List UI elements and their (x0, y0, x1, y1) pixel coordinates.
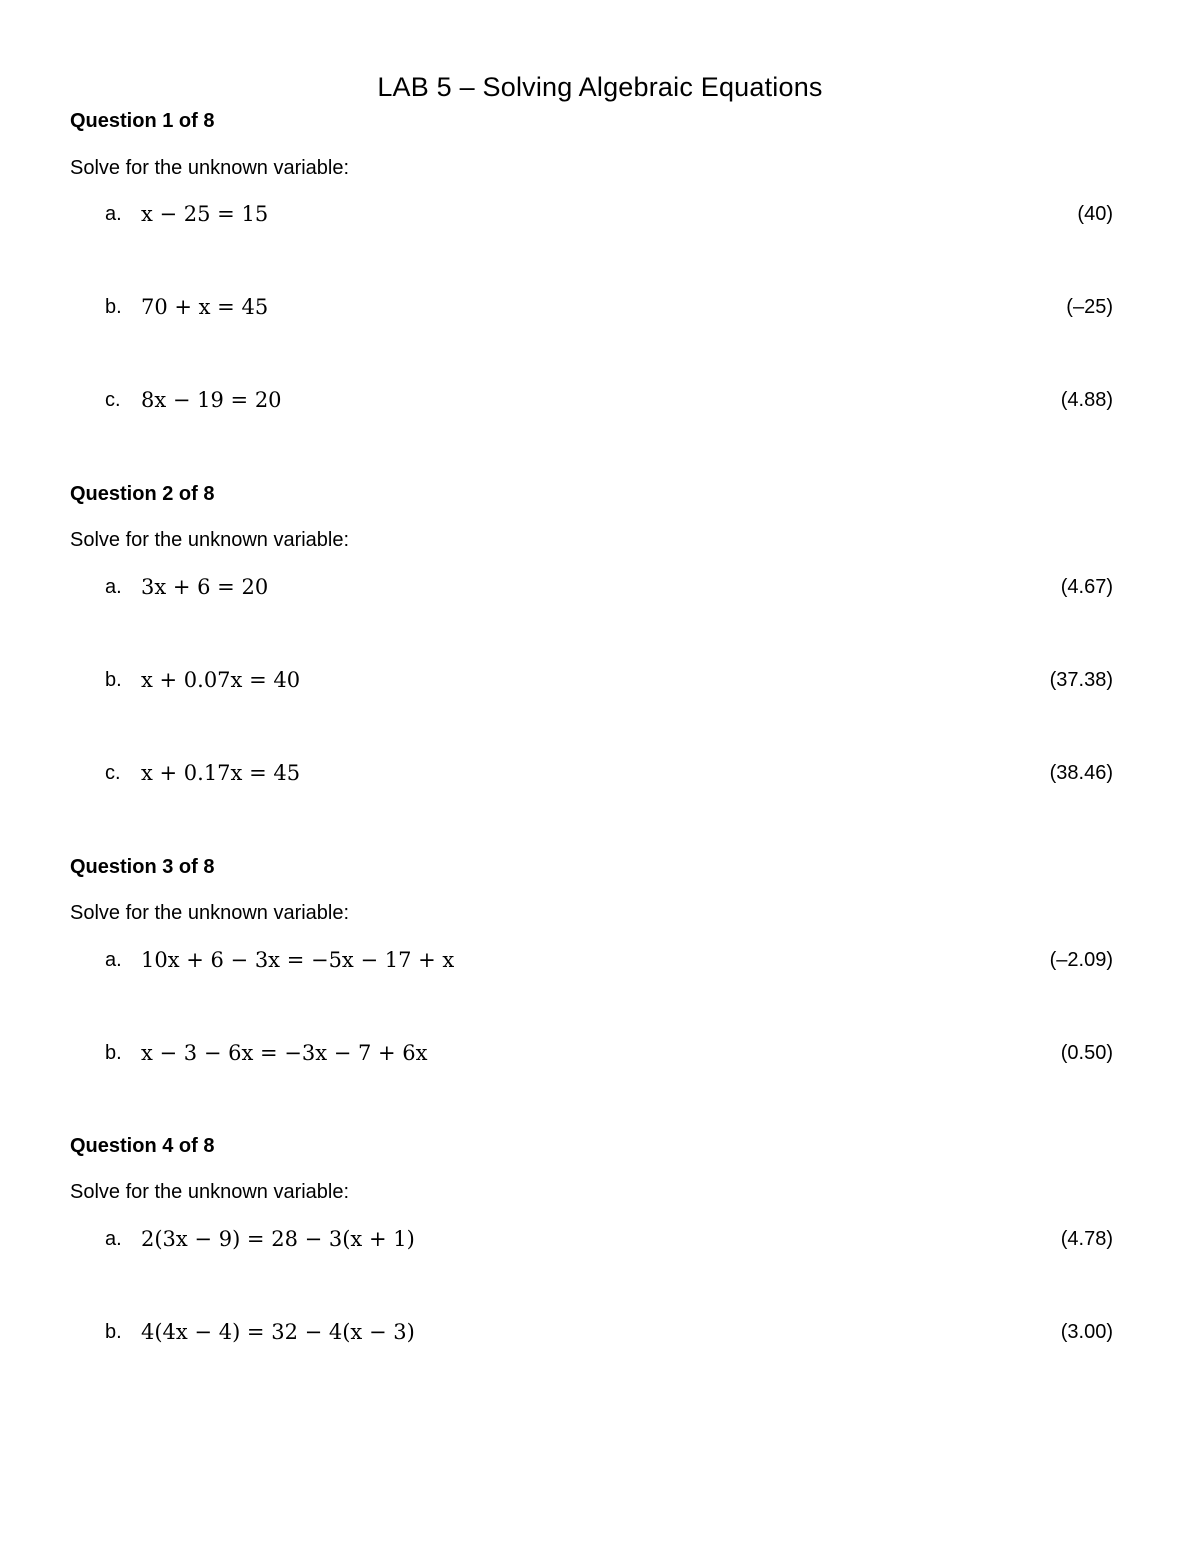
equation: 8x − 19 = 20 (141, 388, 282, 412)
equation: 70 + x = 45 (141, 295, 269, 319)
answer: (4.78) (1060, 1228, 1113, 1250)
equation: 10x + 6 − 3x = −5x − 17 + x (141, 948, 455, 972)
answer: (3.00) (1060, 1321, 1113, 1343)
problem-1c (105, 389, 1113, 419)
problem-letter: a. (105, 949, 122, 971)
question-3-instruction: Solve for the unknown variable: (70, 902, 350, 924)
problem-letter: a. (105, 1228, 122, 1250)
answer: (4.67) (1060, 576, 1113, 598)
equation: x + 0.07x = 40 (141, 668, 301, 692)
answer: (–25) (1066, 296, 1113, 318)
question-1-instruction: Solve for the unknown variable: (70, 157, 350, 179)
problem-letter: b. (105, 1042, 122, 1064)
equation: x + 0.17x = 45 (141, 761, 301, 785)
equation: 4(4x − 4) = 32 − 4(x − 3) (141, 1320, 415, 1344)
question-2-heading: Question 2 of 8 (70, 483, 215, 505)
problem-letter: b. (105, 1321, 122, 1343)
problem-2a (105, 576, 1113, 606)
problem-letter: c. (105, 762, 121, 784)
problem-4b (105, 1321, 1113, 1351)
problem-1b (105, 296, 1113, 326)
question-4-instruction: Solve for the unknown variable: (70, 1181, 350, 1203)
document-title: LAB 5 – Solving Algebraic Equations (377, 72, 823, 102)
question-2-instruction: Solve for the unknown variable: (70, 529, 350, 551)
problem-letter: b. (105, 296, 122, 318)
answer: (4.88) (1060, 389, 1113, 411)
question-3-heading: Question 3 of 8 (70, 856, 215, 878)
problem-4a (105, 1228, 1113, 1258)
answer: (0.50) (1060, 1042, 1113, 1064)
answer: (–2.09) (1049, 949, 1113, 971)
answer: (40) (1077, 203, 1113, 225)
problem-3b (105, 1042, 1113, 1072)
problem-letter: a. (105, 576, 122, 598)
equation: x − 3 − 6x = −3x − 7 + 6x (141, 1041, 428, 1065)
problem-3a (105, 949, 1113, 979)
problem-letter: b. (105, 669, 122, 691)
equation: 2(3x − 9) = 28 − 3(x + 1) (141, 1227, 415, 1251)
problem-letter: c. (105, 389, 121, 411)
problem-2c (105, 762, 1113, 792)
answer: (37.38) (1049, 669, 1113, 691)
equation: x − 25 = 15 (141, 202, 269, 226)
question-4-heading: Question 4 of 8 (70, 1135, 215, 1157)
equation: 3x + 6 = 20 (141, 575, 269, 599)
problem-2b (105, 669, 1113, 699)
answer: (38.46) (1049, 762, 1113, 784)
problem-1a (105, 203, 1113, 233)
question-1-heading: Question 1 of 8 (70, 110, 215, 132)
problem-letter: a. (105, 203, 122, 225)
